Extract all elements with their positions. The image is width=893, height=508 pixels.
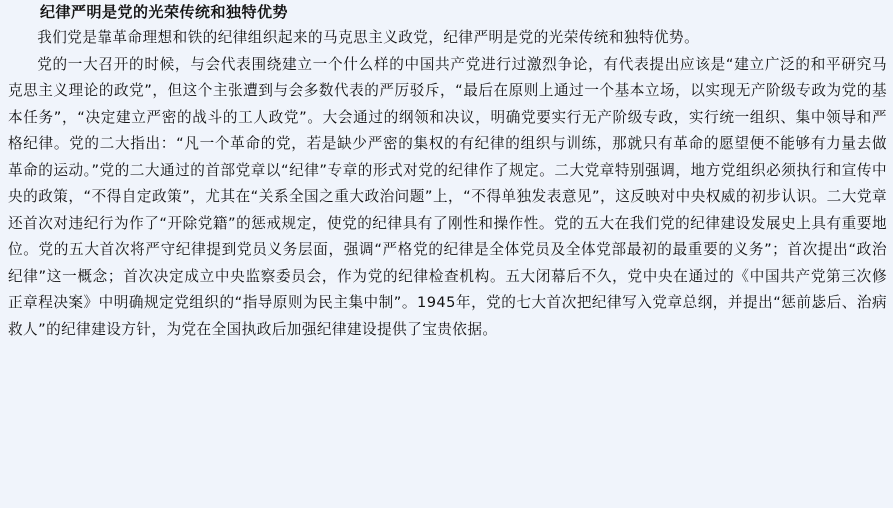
article-title: 纪律严明是党的光荣传统和独特优势 bbox=[40, 3, 289, 21]
article-paragraph-intro: 我们党是靠革命理想和铁的纪律组织起来的马克思主义政党，纪律严明是党的光荣传统和独特优势。 bbox=[37, 29, 700, 46]
article-paragraph-history: 党的一大召开的时候，与会代表围绕建立一个什么样的中国共产党进行过激烈争论，有代表提出应该是“建立广泛的和平研究马克思主义理论的政党”，但这个主张遭到与会多数代表的严厉驳斥，“最后在原则上通过一个基本立场，以实现无产阶级专政为党的基本任务”，“决定建立严密的战斗的工人政党”。大会通过的纲领和决议，明确党要实行无产阶级专政，实行统一组织、集中领导和严格纪律。党的二大指出：“凡一个革命的党，若是缺少严密的集权的有纪律的组织与训练，那就只有革命的愿望便不能够有力量去做革命的运动。”党的二大通过的首部党章以“纪律”专章的形式对党的纪律作了规定。二大党章特别强调，地方党组织必须执行和宣传中央的政策，“不得自定政策”，尤其在“关系全国之重大政治问题”上，“不得单独发表意见”，这反映对中央权威的初步认识。二大党章还首次对违纪行为作了“开除党籍”的惩戒规定，使党的纪律具有了刚性和操作性。党的五大在我们党的纪律建设发展史上具有重要地位。党的五大首次将严守纪律提到党员义务层面，强调“严格党的纪律是全体党员及全体党部最初的最重要的义务”；首次提出“政治纪律”这一概念；首次决定成立中央监察委员会，作为党的纪律检查机构。五大闭幕后不久，党中央在通过的《中国共产党第三次修正章程决案》中明确规定党组织的“指导原则为民主集中制”。1945年，党的七大首次把纪律写入党章总纲，并提出“惩前毖后、治病救人”的纪律建设方针，为党在全国执政后加强纪律建设提供了宝贵依据。 bbox=[8, 55, 887, 338]
